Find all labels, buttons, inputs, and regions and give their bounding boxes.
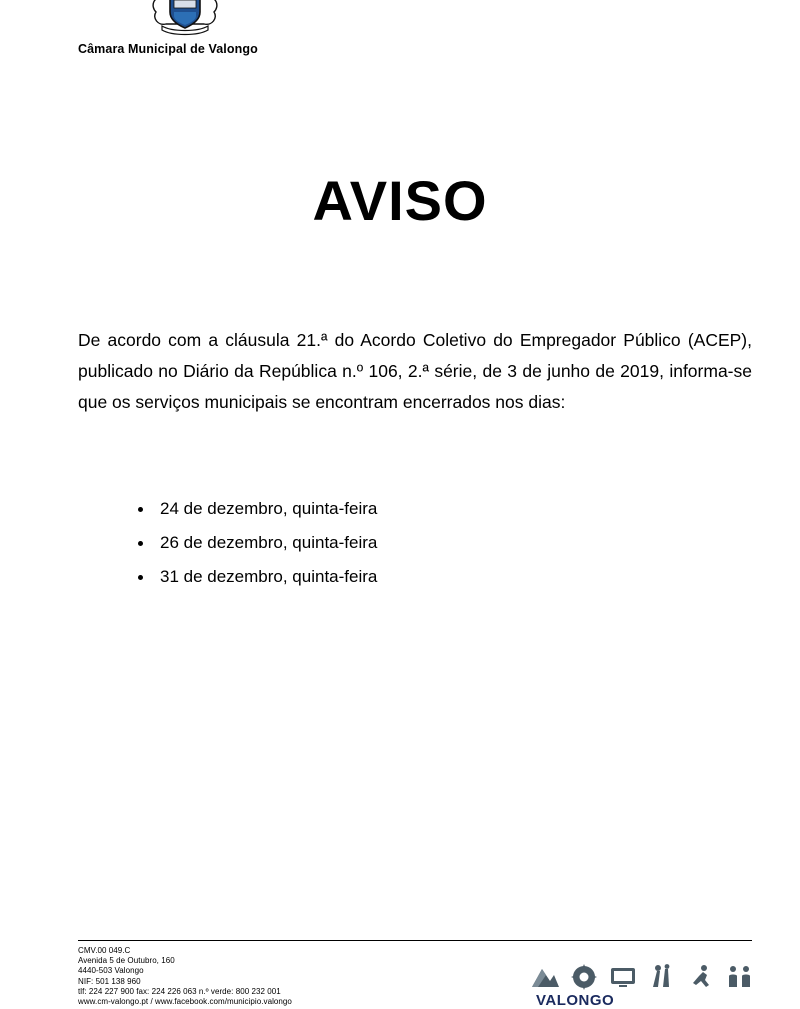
footer-reference: CMV.00 049.C <box>78 946 131 955</box>
mountain-icon <box>530 963 560 991</box>
footer-address: Avenida 5 de Outubro, 160 <box>78 956 175 966</box>
list-item: 31 de dezembro, quinta-feira <box>138 560 800 594</box>
footer-brand-name: VALONGO <box>536 992 615 1009</box>
footer-divider <box>78 940 752 941</box>
footer-contacts: tlf: 224 227 900 fax: 224 226 063 n.º verde: 800 232 001 <box>78 986 281 996</box>
crafts-icon <box>647 963 677 991</box>
page-title: AVISO <box>312 169 488 232</box>
people-icon <box>725 963 755 991</box>
gear-wheel-icon <box>569 963 599 991</box>
runner-icon <box>686 963 716 991</box>
screen-icon <box>608 963 638 991</box>
document-header <box>0 0 800 70</box>
footer-nif: NIF: 501 138 960 <box>78 976 141 986</box>
footer-contact-block <box>78 946 292 1007</box>
notice-paragraph: De acordo com a cláusula 21.ª do Acordo Coletivo do Empregador Público (ACEP), publicado no Diário da República n.º 106, 2.ª série, de 3 de junho de 2019, informa-se que os serviços municipais se encontram encerrados nos dias: <box>78 330 752 412</box>
footer-icon-strip <box>530 960 760 994</box>
footer-postal-code: 4440-503 Valongo <box>78 966 144 976</box>
list-item: 24 de dezembro, quinta-feira <box>138 492 800 526</box>
organization-name: Câmara Municipal de Valongo <box>78 42 258 56</box>
footer-web-links[interactable]: www.cm-valongo.pt / www.facebook.com/municipio.valongo <box>78 997 292 1007</box>
municipal-coat-of-arms-icon <box>148 0 222 38</box>
closure-dates-list <box>78 492 800 594</box>
list-item: 26 de dezembro, quinta-feira <box>138 526 800 560</box>
